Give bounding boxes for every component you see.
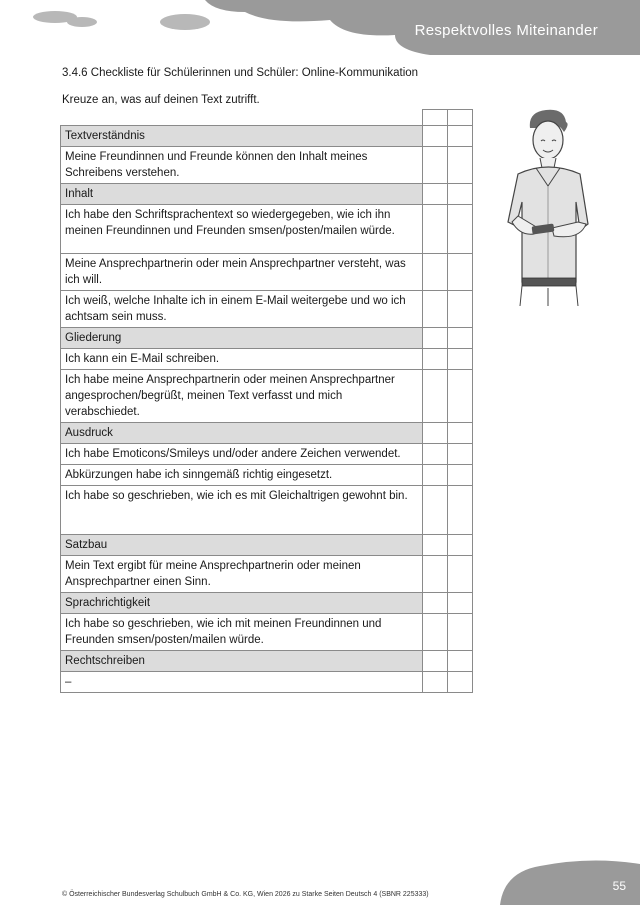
checkbox[interactable] — [423, 614, 448, 651]
item-text: Ich habe Emoticons/Smileys und/oder andere Zeichen verwendet. — [61, 444, 423, 465]
checklist-item — [61, 349, 473, 370]
checkbox[interactable] — [448, 486, 473, 535]
checkbox[interactable] — [448, 423, 473, 444]
item-text: Mein Text ergibt für meine Ansprechpartnerin oder meinen Ansprechpartner einen Sinn. — [61, 556, 423, 593]
checkbox[interactable] — [423, 349, 448, 370]
checkbox[interactable] — [423, 444, 448, 465]
category-label: Textverständnis — [61, 126, 423, 147]
category-label: Satzbau — [61, 535, 423, 556]
checkbox[interactable] — [423, 556, 448, 593]
checkbox[interactable] — [423, 254, 448, 291]
item-text: Ich kann ein E-Mail schreiben. — [61, 349, 423, 370]
item-text: Meine Ansprechpartnerin oder mein Ansprechpartner versteht, was ich will. — [61, 254, 423, 291]
category-row — [61, 184, 473, 205]
checkbox[interactable] — [448, 126, 473, 147]
checklist-item — [61, 205, 473, 254]
checkbox[interactable] — [423, 535, 448, 556]
checkbox[interactable] — [423, 465, 448, 486]
item-text: – — [61, 672, 423, 693]
category-row — [61, 126, 473, 147]
header-title: Respektvolles Miteinander — [414, 22, 598, 39]
section-title: 3.4.6 Checkliste für Schülerinnen und Schüler: Online-Kommunikation — [62, 67, 419, 79]
checklist-table — [60, 109, 473, 693]
category-row — [61, 651, 473, 672]
checklist-item — [61, 254, 473, 291]
checkbox[interactable] — [448, 556, 473, 593]
checklist-item — [61, 486, 473, 535]
checkbox[interactable] — [448, 147, 473, 184]
checkbox[interactable] — [423, 370, 448, 423]
checkbox[interactable] — [423, 205, 448, 254]
checkbox[interactable] — [448, 614, 473, 651]
checklist-item — [61, 291, 473, 328]
item-text: Abkürzungen habe ich sinngemäß richtig eingesetzt. — [61, 465, 423, 486]
checklist-item — [61, 444, 473, 465]
checkbox[interactable] — [448, 444, 473, 465]
category-row — [61, 423, 473, 444]
category-label: Inhalt — [61, 184, 423, 205]
item-text: Ich habe den Schriftsprachentext so wiedergegeben, wie ich ihn meinen Freundinnen und Freunden smsen/posten/mailen würde. — [61, 205, 423, 254]
item-text: Ich habe so geschrieben, wie ich es mit Gleichaltrigen gewohnt bin. — [61, 486, 423, 535]
boy-with-phone-illustration — [490, 106, 610, 306]
category-label: Ausdruck — [61, 423, 423, 444]
checkbox[interactable] — [448, 254, 473, 291]
checklist-item — [61, 614, 473, 651]
checkbox[interactable] — [423, 328, 448, 349]
checkbox[interactable] — [423, 672, 448, 693]
checklist-item — [61, 465, 473, 486]
checkbox[interactable] — [423, 184, 448, 205]
checkbox-column-1 — [423, 110, 448, 126]
checkbox[interactable] — [448, 672, 473, 693]
checkbox[interactable] — [448, 593, 473, 614]
checkbox[interactable] — [423, 593, 448, 614]
checklist-item — [61, 672, 473, 693]
item-text: Ich habe meine Ansprechpartnerin oder meinen Ansprechpartner angesprochen/begrüßt, meinen Text verfasst und mich verabschiedet. — [61, 370, 423, 423]
checkbox[interactable] — [448, 291, 473, 328]
category-row — [61, 328, 473, 349]
item-text: Meine Freundinnen und Freunde können den Inhalt meines Schreibens verstehen. — [61, 147, 423, 184]
checkbox[interactable] — [448, 205, 473, 254]
category-label: Rechtschreiben — [61, 651, 423, 672]
checkbox[interactable] — [448, 328, 473, 349]
checkbox[interactable] — [423, 651, 448, 672]
checkbox[interactable] — [423, 486, 448, 535]
page-number: 55 — [612, 879, 626, 893]
checkbox[interactable] — [448, 370, 473, 423]
instruction: Kreuze an, was auf deinen Text zutrifft. — [62, 94, 260, 106]
category-row — [61, 593, 473, 614]
checklist-item — [61, 556, 473, 593]
checkbox[interactable] — [448, 465, 473, 486]
checkbox-column-2 — [448, 110, 473, 126]
checkbox[interactable] — [448, 184, 473, 205]
footer-copyright: © Österreichischer Bundesverlag Schulbuch GmbH & Co. KG, Wien 2026 zu Starke Seiten Deutsch 4 (SBNR 225333) — [62, 891, 429, 898]
item-text: Ich habe so geschrieben, wie ich mit meinen Freundinnen und Freunden smsen/posten/mailen würde. — [61, 614, 423, 651]
category-row — [61, 535, 473, 556]
checkbox[interactable] — [448, 349, 473, 370]
checkbox[interactable] — [423, 147, 448, 184]
checkbox-header-row — [61, 110, 473, 126]
checkbox[interactable] — [423, 423, 448, 444]
category-label: Sprachrichtigkeit — [61, 593, 423, 614]
checkbox[interactable] — [448, 535, 473, 556]
checkbox[interactable] — [423, 126, 448, 147]
item-text: Ich weiß, welche Inhalte ich in einem E-Mail weitergebe und wo ich achtsam sein muss. — [61, 291, 423, 328]
checklist-item — [61, 147, 473, 184]
category-label: Gliederung — [61, 328, 423, 349]
checkbox[interactable] — [448, 651, 473, 672]
checkbox[interactable] — [423, 291, 448, 328]
checklist-item — [61, 370, 473, 423]
